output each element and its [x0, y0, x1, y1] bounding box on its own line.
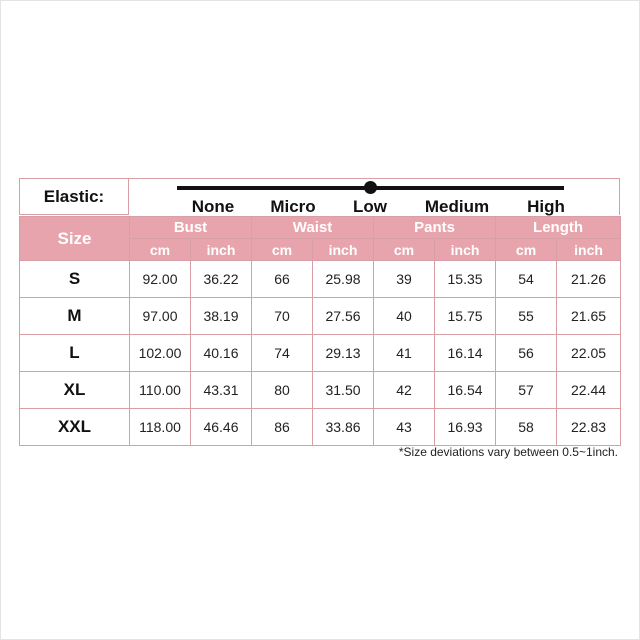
table-cell: 22.44 — [557, 372, 621, 409]
unit-header-inch: inch — [435, 239, 496, 261]
table-cell: 31.50 — [313, 372, 374, 409]
table-cell: 21.26 — [557, 261, 621, 298]
size-name: S — [20, 261, 130, 298]
unit-header-cm: cm — [252, 239, 313, 261]
table-cell: 36.22 — [191, 261, 252, 298]
table-cell: 15.75 — [435, 298, 496, 335]
table-cell: 16.54 — [435, 372, 496, 409]
table-cell: 39 — [374, 261, 435, 298]
size-name: M — [20, 298, 130, 335]
table-cell: 70 — [252, 298, 313, 335]
table-cell: 97.00 — [130, 298, 191, 335]
table-cell: 102.00 — [130, 335, 191, 372]
table-cell: 54 — [496, 261, 557, 298]
size-name: XL — [20, 372, 130, 409]
unit-header-inch: inch — [191, 239, 252, 261]
table-row — [20, 298, 621, 335]
table-cell: 40 — [374, 298, 435, 335]
table-cell: 38.19 — [191, 298, 252, 335]
unit-header-cm: cm — [496, 239, 557, 261]
unit-header-inch: inch — [557, 239, 621, 261]
unit-header-cm: cm — [130, 239, 191, 261]
elastic-level-medium: Medium — [424, 197, 490, 216]
elastic-level-high: High — [527, 197, 565, 216]
unit-header-cm: cm — [374, 239, 435, 261]
table-cell: 16.14 — [435, 335, 496, 372]
table-cell: 43 — [374, 409, 435, 446]
elastic-label: Elastic: — [19, 178, 129, 215]
table-cell: 15.35 — [435, 261, 496, 298]
table-cell: 86 — [252, 409, 313, 446]
table-cell: 56 — [496, 335, 557, 372]
length-header: Length — [496, 217, 621, 239]
table-cell: 118.00 — [130, 409, 191, 446]
size-name: L — [20, 335, 130, 372]
table-cell: 22.05 — [557, 335, 621, 372]
table-cell: 74 — [252, 335, 313, 372]
table-cell: 66 — [252, 261, 313, 298]
table-cell: 43.31 — [191, 372, 252, 409]
table-cell: 46.46 — [191, 409, 252, 446]
table-cell: 33.86 — [313, 409, 374, 446]
table-row — [20, 335, 621, 372]
table-cell: 80 — [252, 372, 313, 409]
table-cell: 16.93 — [435, 409, 496, 446]
group-header-row — [20, 217, 621, 239]
table-cell: 27.56 — [313, 298, 374, 335]
table-cell: 42 — [374, 372, 435, 409]
waist-header: Waist — [252, 217, 374, 239]
table-cell: 55 — [496, 298, 557, 335]
table-cell: 57 — [496, 372, 557, 409]
pants-header: Pants — [374, 217, 496, 239]
table-cell: 21.65 — [557, 298, 621, 335]
table-cell: 41 — [374, 335, 435, 372]
table-row — [20, 409, 621, 446]
size-deviation-footnote: *Size deviations vary between 0.5~1inch. — [398, 445, 618, 459]
elastic-level-none: None — [191, 197, 235, 216]
table-row — [20, 261, 621, 298]
bust-header: Bust — [130, 217, 252, 239]
table-row — [20, 372, 621, 409]
elastic-selected-marker — [364, 181, 377, 194]
size-chart-table — [19, 216, 621, 446]
elastic-level-low: Low — [353, 197, 387, 216]
size-name: XXL — [20, 409, 130, 446]
table-cell: 92.00 — [130, 261, 191, 298]
table-cell: 22.83 — [557, 409, 621, 446]
elastic-level-micro: Micro — [270, 197, 316, 216]
table-cell: 110.00 — [130, 372, 191, 409]
table-cell: 58 — [496, 409, 557, 446]
table-cell: 29.13 — [313, 335, 374, 372]
table-cell: 40.16 — [191, 335, 252, 372]
table-cell: 25.98 — [313, 261, 374, 298]
size-column-header: Size — [20, 217, 130, 261]
unit-header-inch: inch — [313, 239, 374, 261]
